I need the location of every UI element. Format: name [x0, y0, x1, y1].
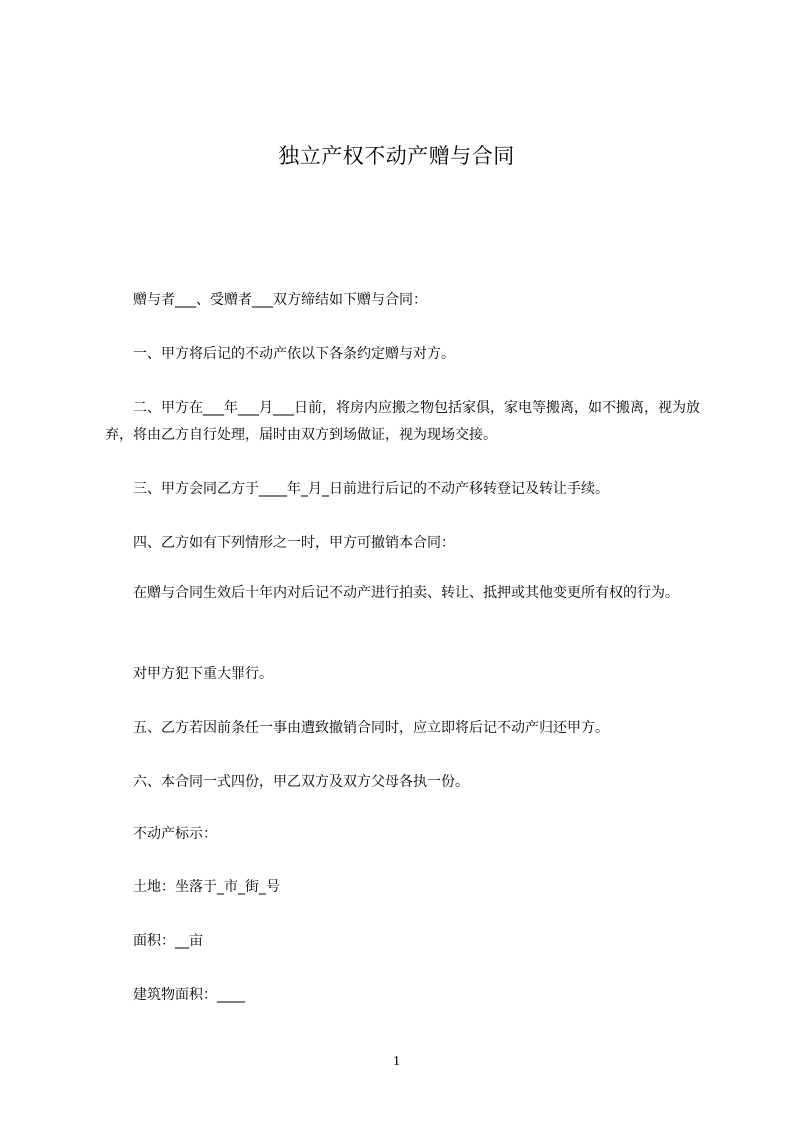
clause-2-paragraph: 二、甲方在___年___月___日前，将房内应搬之物包括家俱，家电等搬离，如不搬离，视为放弃，将由乙方自行处理，届时由双方到场做证，视为现场交接。 [105, 400, 700, 443]
intro-paragraph: 赠与者___、受赠者___双方缔结如下赠与合同： [105, 292, 427, 308]
clause-4-item-1-paragraph: 在赠与合同生效后十年内对后记不动产进行拍卖、转让、抵押或其他变更所有权的行为。 [105, 585, 679, 601]
clause-3-paragraph: 三、甲方会同乙方于____年_月_日前进行后记的不动产移转登记及转让手续。 [105, 481, 609, 497]
clause-1-paragraph: 一、甲方将后记的不动产依以下各条约定赠与对方。 [105, 346, 455, 362]
clause-4-paragraph: 四、乙方如有下列情形之一时，甲方可撤销本合同： [105, 535, 455, 551]
clause-6-paragraph: 六、本合同一式四份，甲乙双方及双方父母各执一份。 [105, 774, 469, 790]
property-label-paragraph: 不动产标示： [105, 826, 217, 842]
page-number: 1 [393, 1054, 400, 1069]
building-area-paragraph: 建筑物面积：____ [105, 987, 245, 1003]
clause-5-paragraph: 五、乙方若因前条任一事由遭致撤销合同时，应立即将后记不动产归还甲方。 [105, 720, 609, 736]
land-area-paragraph: 面积：__亩 [105, 933, 203, 949]
clause-4-item-2-paragraph: 对甲方犯下重大罪行。 [105, 666, 273, 682]
land-location-paragraph: 土地：坐落于_市_街_号 [105, 879, 280, 895]
document-title: 独立产权不动产赠与合同 [278, 144, 515, 168]
